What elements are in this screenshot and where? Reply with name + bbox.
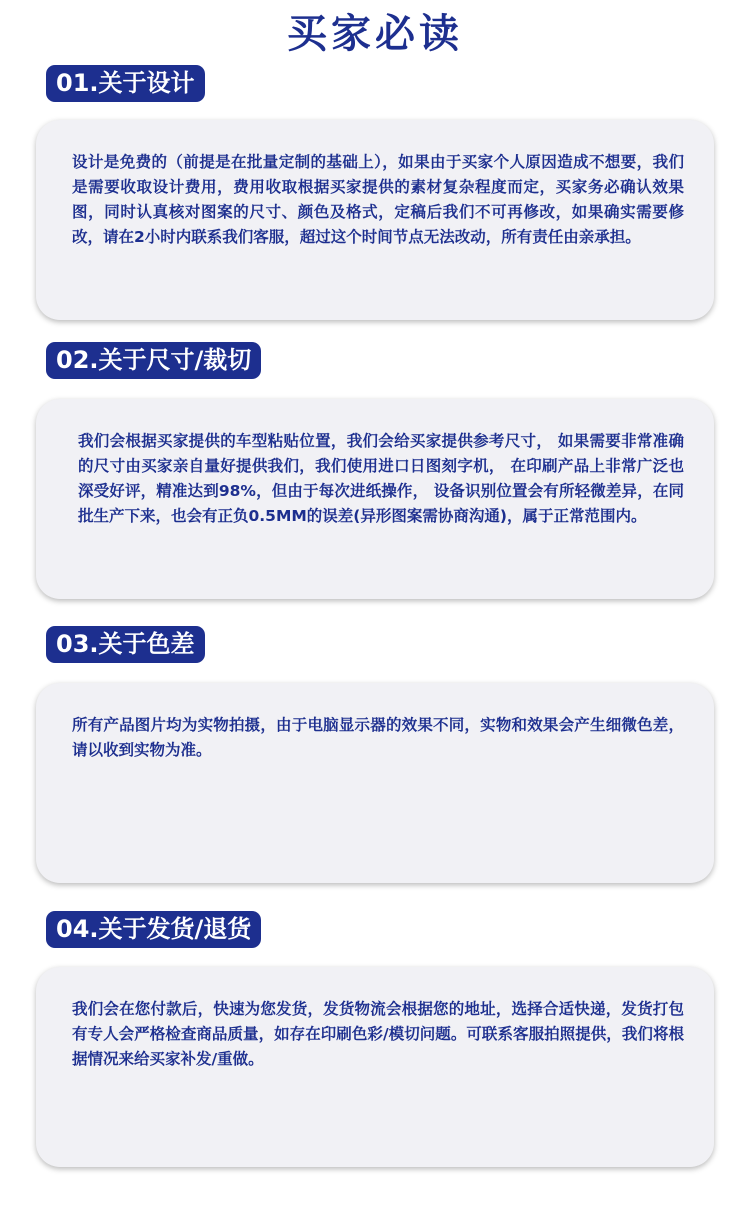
section-text-shipping-returns: 我们会在您付款后，快速为您发货，发货物流会根据您的地址，选择合适快递，发货打包有专人会严格检查商品质量，如存在印刷色彩/模切问题。可联系客服拍照提供，我们将根据情况来给买家补发/重做。: [72, 1000, 684, 1068]
section-tab-size-cutting: 02.关于尺寸/裁切: [46, 342, 261, 379]
section-text-design: 设计是免费的（前提是在批量定制的基础上），如果由于买家个人原因造成不想要，我们是需要收取设计费用，费用收取根据买家提供的素材复杂程度而定，买家务必确认效果图，同时认真核对图案的尺寸、颜色及格式，定稿后我们不可再修改，如果确实需要修改，请在2小时内联系我们客服，超过这个时间节点无法改动，所有责任由亲承担。: [72, 153, 684, 246]
section-tab-shipping-returns: 04.关于发货/退货: [46, 911, 261, 948]
page-title: 买家必读: [287, 11, 463, 57]
section-card-color-difference: [36, 683, 714, 883]
section-card-size-cutting: [36, 399, 714, 599]
section-card-design: [36, 120, 714, 320]
section-tab-color-difference: 03.关于色差: [46, 626, 205, 663]
section-text-size-cutting: 我们会根据买家提供的车型粘贴位置，我们会给买家提供参考尺寸， 如果需要非常准确的尺寸由买家亲自量好提供我们，我们使用进口日图刻字机， 在印刷产品上非常广泛也深受好评，精准达到98%，但由于每次进纸操作， 设备识别位置会有所轻微差异，在同批生产下来，也会有正负0.5MM的误差(异形图案需协商沟通)，属于正常范围内。: [78, 432, 684, 525]
section-card-shipping-returns: [36, 967, 714, 1167]
section-text-color-difference: 所有产品图片均为实物拍摄，由于电脑显示器的效果不同，实物和效果会产生细微色差，请以收到实物为准。: [72, 716, 684, 759]
section-tab-design: 01.关于设计: [46, 65, 205, 102]
